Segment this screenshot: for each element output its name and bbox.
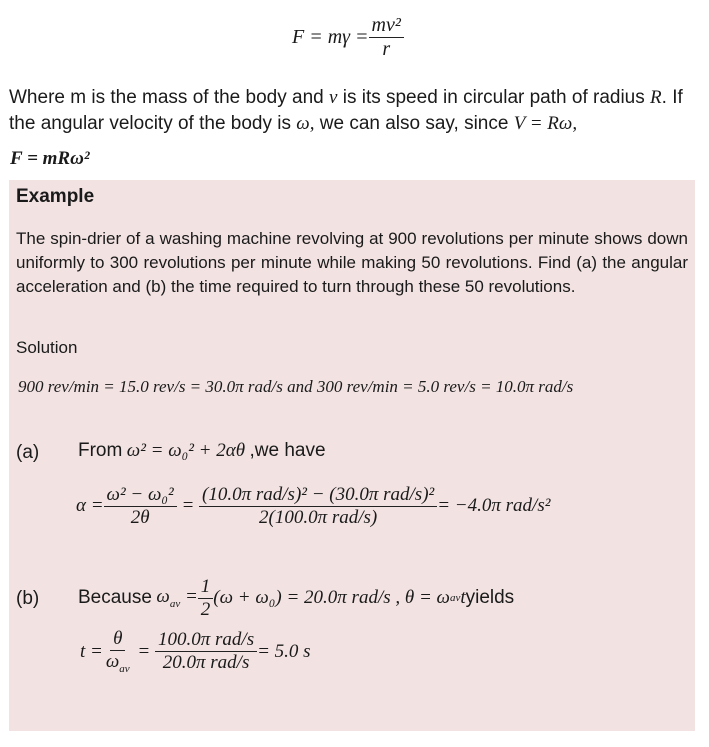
half-fraction: [198, 576, 214, 621]
top-formula: [292, 14, 404, 61]
omega-av: $\omega_{av}$ =: [156, 586, 198, 611]
problem-statement: The spin-drier of a washing machine revolving at 900 revolutions per minute shows down uniformly to 300 revolutions per minute while making 50 revolutions. Find (a) the angular acceleration and (b) the time required to turn through these 50 revolutions.: [16, 229, 688, 296]
part-a-line: [78, 440, 326, 462]
alpha-fraction-2-num: (10.0π rad/s)² − (30.0π rad/s)²: [199, 484, 437, 507]
top-formula-fraction: [369, 14, 404, 61]
alpha-fraction-1: [104, 484, 177, 529]
unit-conversion: 900 rev/min = 15.0 rev/s = 30.0π rad/s and 300 rev/min = 5.0 rev/s = 10.0π rad/s: [18, 377, 574, 396]
part-a-we-have: ,we have: [249, 440, 326, 461]
half-den: 2: [200, 598, 211, 620]
intro-v: v: [329, 87, 338, 108]
intro-text-1: Where m is the mass of the body and: [9, 87, 329, 108]
part-b-line: [78, 576, 514, 621]
part-a-label: (a): [16, 442, 40, 463]
part-a-equation: ω² = ω₀² + 2αθ: [126, 440, 246, 461]
alpha-fraction-2-den: 2(100.0π rad/s): [259, 506, 378, 528]
t-lhs: t =: [80, 640, 103, 662]
intro-text-3: . If the angular velocity of the body is: [9, 87, 683, 134]
t-fraction-2: [155, 629, 257, 674]
avg-rest: (ω + ω₀) = 20.0π rad/s , θ = ω: [213, 587, 450, 609]
part-a-from: From: [78, 440, 123, 461]
t-fraction-1: [103, 628, 133, 675]
part-b-t: t: [460, 587, 466, 609]
alpha-fraction-1-num: ω² − ω₀²: [104, 484, 177, 507]
part-b-t-equation: [80, 628, 311, 675]
intro-omega: ω,: [296, 113, 315, 134]
intro-text-2: is its speed in circular path of radius: [337, 87, 651, 108]
half-num: 1: [198, 576, 214, 599]
intro-since-eq: V = Rω,: [513, 113, 578, 134]
t-fraction-1-den: [103, 651, 133, 675]
t-equals: =: [132, 640, 155, 662]
part-a-alpha-equation: [76, 484, 550, 529]
t-fraction-2-num: 100.0π rad/s: [155, 629, 257, 652]
solution-label: Solution: [16, 338, 78, 357]
t-fraction-1-num: θ: [110, 628, 125, 651]
t-fraction-2-den: 20.0π rad/s: [162, 652, 250, 674]
top-formula-denominator: r: [382, 38, 391, 60]
part-b-label: (b): [16, 588, 40, 609]
part-b-yields: yields: [465, 587, 515, 609]
omega-av-symbol: ω: [156, 586, 170, 608]
omega-av-subscript: av: [169, 598, 181, 611]
top-formula-lhs: F = mγ =: [292, 26, 369, 48]
part-b-because: Because: [78, 587, 152, 609]
alpha-result: = −4.0π rad/s²: [437, 495, 551, 517]
intro-text-4: we can also say, since: [314, 113, 514, 134]
alpha-fraction-1-den: 2θ: [130, 506, 150, 528]
alpha-equals: =: [176, 495, 200, 517]
top-formula-numerator: mv²: [369, 14, 404, 38]
alpha-lhs: α =: [76, 495, 104, 517]
t-fraction-1-den-sub: av: [119, 662, 130, 675]
example-title: Example: [16, 186, 95, 207]
intro-R: R: [650, 87, 662, 108]
theta-av-subscript: av: [449, 592, 461, 605]
force-formula: F = mRω²: [10, 148, 90, 169]
t-fraction-1-den-omega: ω: [105, 650, 120, 672]
intro-paragraph: [9, 85, 699, 137]
t-result: = 5.0 s: [257, 640, 311, 662]
alpha-fraction-2: [199, 484, 437, 529]
